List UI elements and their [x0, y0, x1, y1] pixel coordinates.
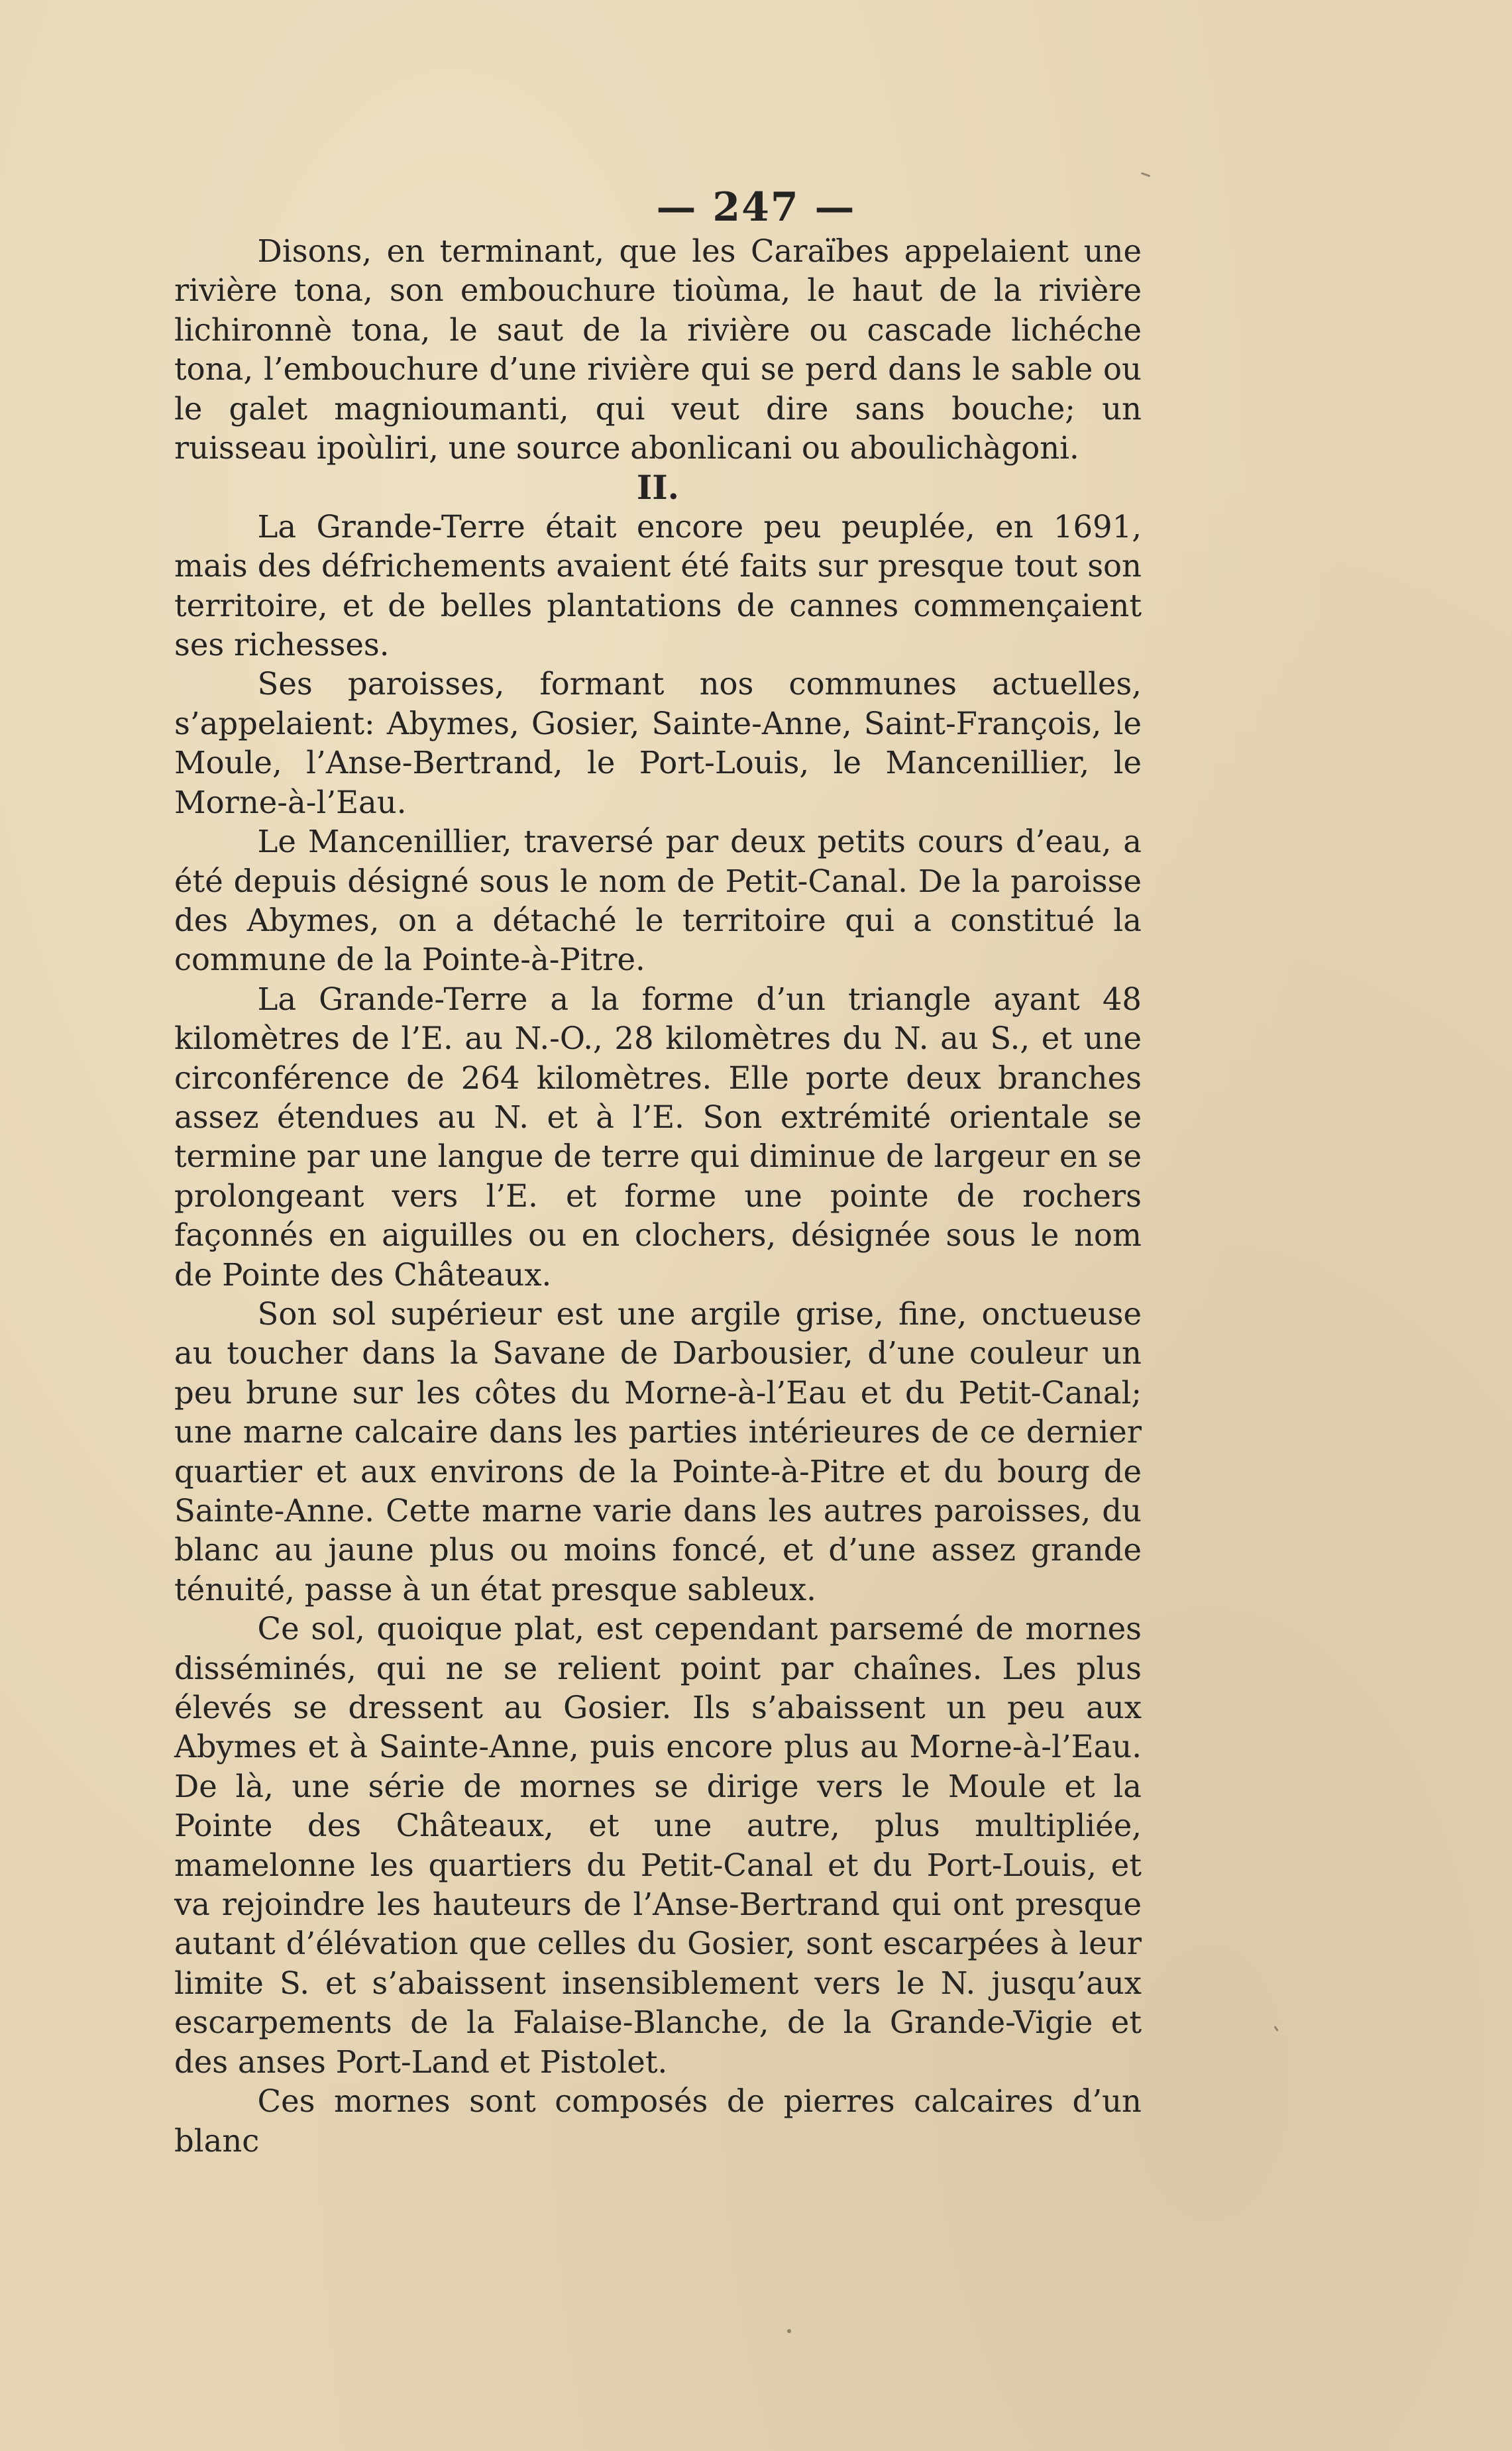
paragraph-caribbean-terms: Disons, en terminant, que les Caraïbes appelaient une rivière tona, son embouchure tioùma, le haut de la rivière lichironnè tona, le saut de la rivière ou cascade lichéche tona, l’embouchure d’une rivière qui se perd dans le sable ou le galet magnioumanti, qui veut dire sans bouche; un ruisseau ipoùliri, une source abonlicani ou aboulichàgoni.: [174, 233, 1142, 466]
paragraph-grande-terre-1691: La Grande-Terre était encore peu peuplée, en 1691, mais des défrichements avaient été faits sur presque tout son territoire, et de belles plantations de cannes commençaient ses richesses.: [174, 508, 1142, 663]
paragraph-mornes-composition: Ces mornes sont composés de pierres calcaires d’un blanc: [174, 2083, 1142, 2159]
section-heading: II.: [636, 468, 680, 508]
paragraph-mancenillier: Le Mancenillier, traversé par deux petits cours d’eau, a été depuis désigné sous le nom de Petit-Canal. De la paroisse des Abymes, on a détaché le territoire qui a constitué la commune de la Pointe-à-Pitre.: [174, 824, 1142, 978]
paragraph-soil: Son sol supérieur est une argile grise, fine, onctueuse au toucher dans la Savane de Darbousier, d’une couleur un peu brune sur les côtes du Morne-à-l’Eau et du Petit-Canal; une marne calcaire dans les parties intérieures de ce dernier quartier et aux environs de la Pointe-à-Pitre et du bourg de Sainte-Anne. Cette marne varie dans les autres paroisses, du blanc au jaune plus ou moins foncé, et d’une assez grande ténuité, passe à un état presque sableux.: [174, 1295, 1142, 1607]
body-text: [174, 232, 1142, 2161]
scan-mark: [787, 2329, 791, 2333]
scan-mark: [1273, 2026, 1278, 2031]
paragraph-mornes: Ce sol, quoique plat, est cependant parsemé de mornes disséminés, qui ne se relient point par chaînes. Les plus élevés se dressent au Gosier. Ils s’abaissent un peu aux Abymes et à Sainte-Anne, puis encore plus au Morne-à-l’Eau. De là, une série de mornes se dirige vers le Moule et la Pointe des Châteaux, et une autre, plus multipliée, mamelonne les quartiers du Petit-Canal et du Port-Louis, et va rejoindre les hauteurs de l’Anse-Bertrand qui ont presque autant d’élévation que celles du Gosier, sont escarpées à leur limite S. et s’abaissent insensiblement vers le N. jusqu’aux escarpements de la Falaise-Blanche, de la Grande-Vigie et des anses Port-Land et Pistolet.: [174, 1611, 1142, 2080]
paragraph-triangle-shape: La Grande-Terre a la forme d’un triangle ayant 48 kilomètres de l’E. au N.-O., 28 kilomètres du N. au S., et une circonférence de 264 kilomètres. Elle porte deux branches assez étendues au N. et à l’E. Son extrémité orientale se termine par une langue de terre qui diminue de largeur en se prolongeant vers l’E. et forme une pointe de rochers façonnés en aiguilles ou en clochers, désignée sous le nom de Pointe des Châteaux.: [174, 981, 1142, 1293]
scan-mark: [1141, 172, 1150, 178]
paragraph-parishes: Ses paroisses, formant nos communes actuelles, s’appelaient: Abymes, Gosier, Sainte-Anne, Saint-François, le Moule, l’Anse-Bertrand, le Port-Louis, le Mancenillier, le Morne-à-l’Eau.: [174, 666, 1142, 820]
page-number: — 247 —: [656, 184, 856, 231]
